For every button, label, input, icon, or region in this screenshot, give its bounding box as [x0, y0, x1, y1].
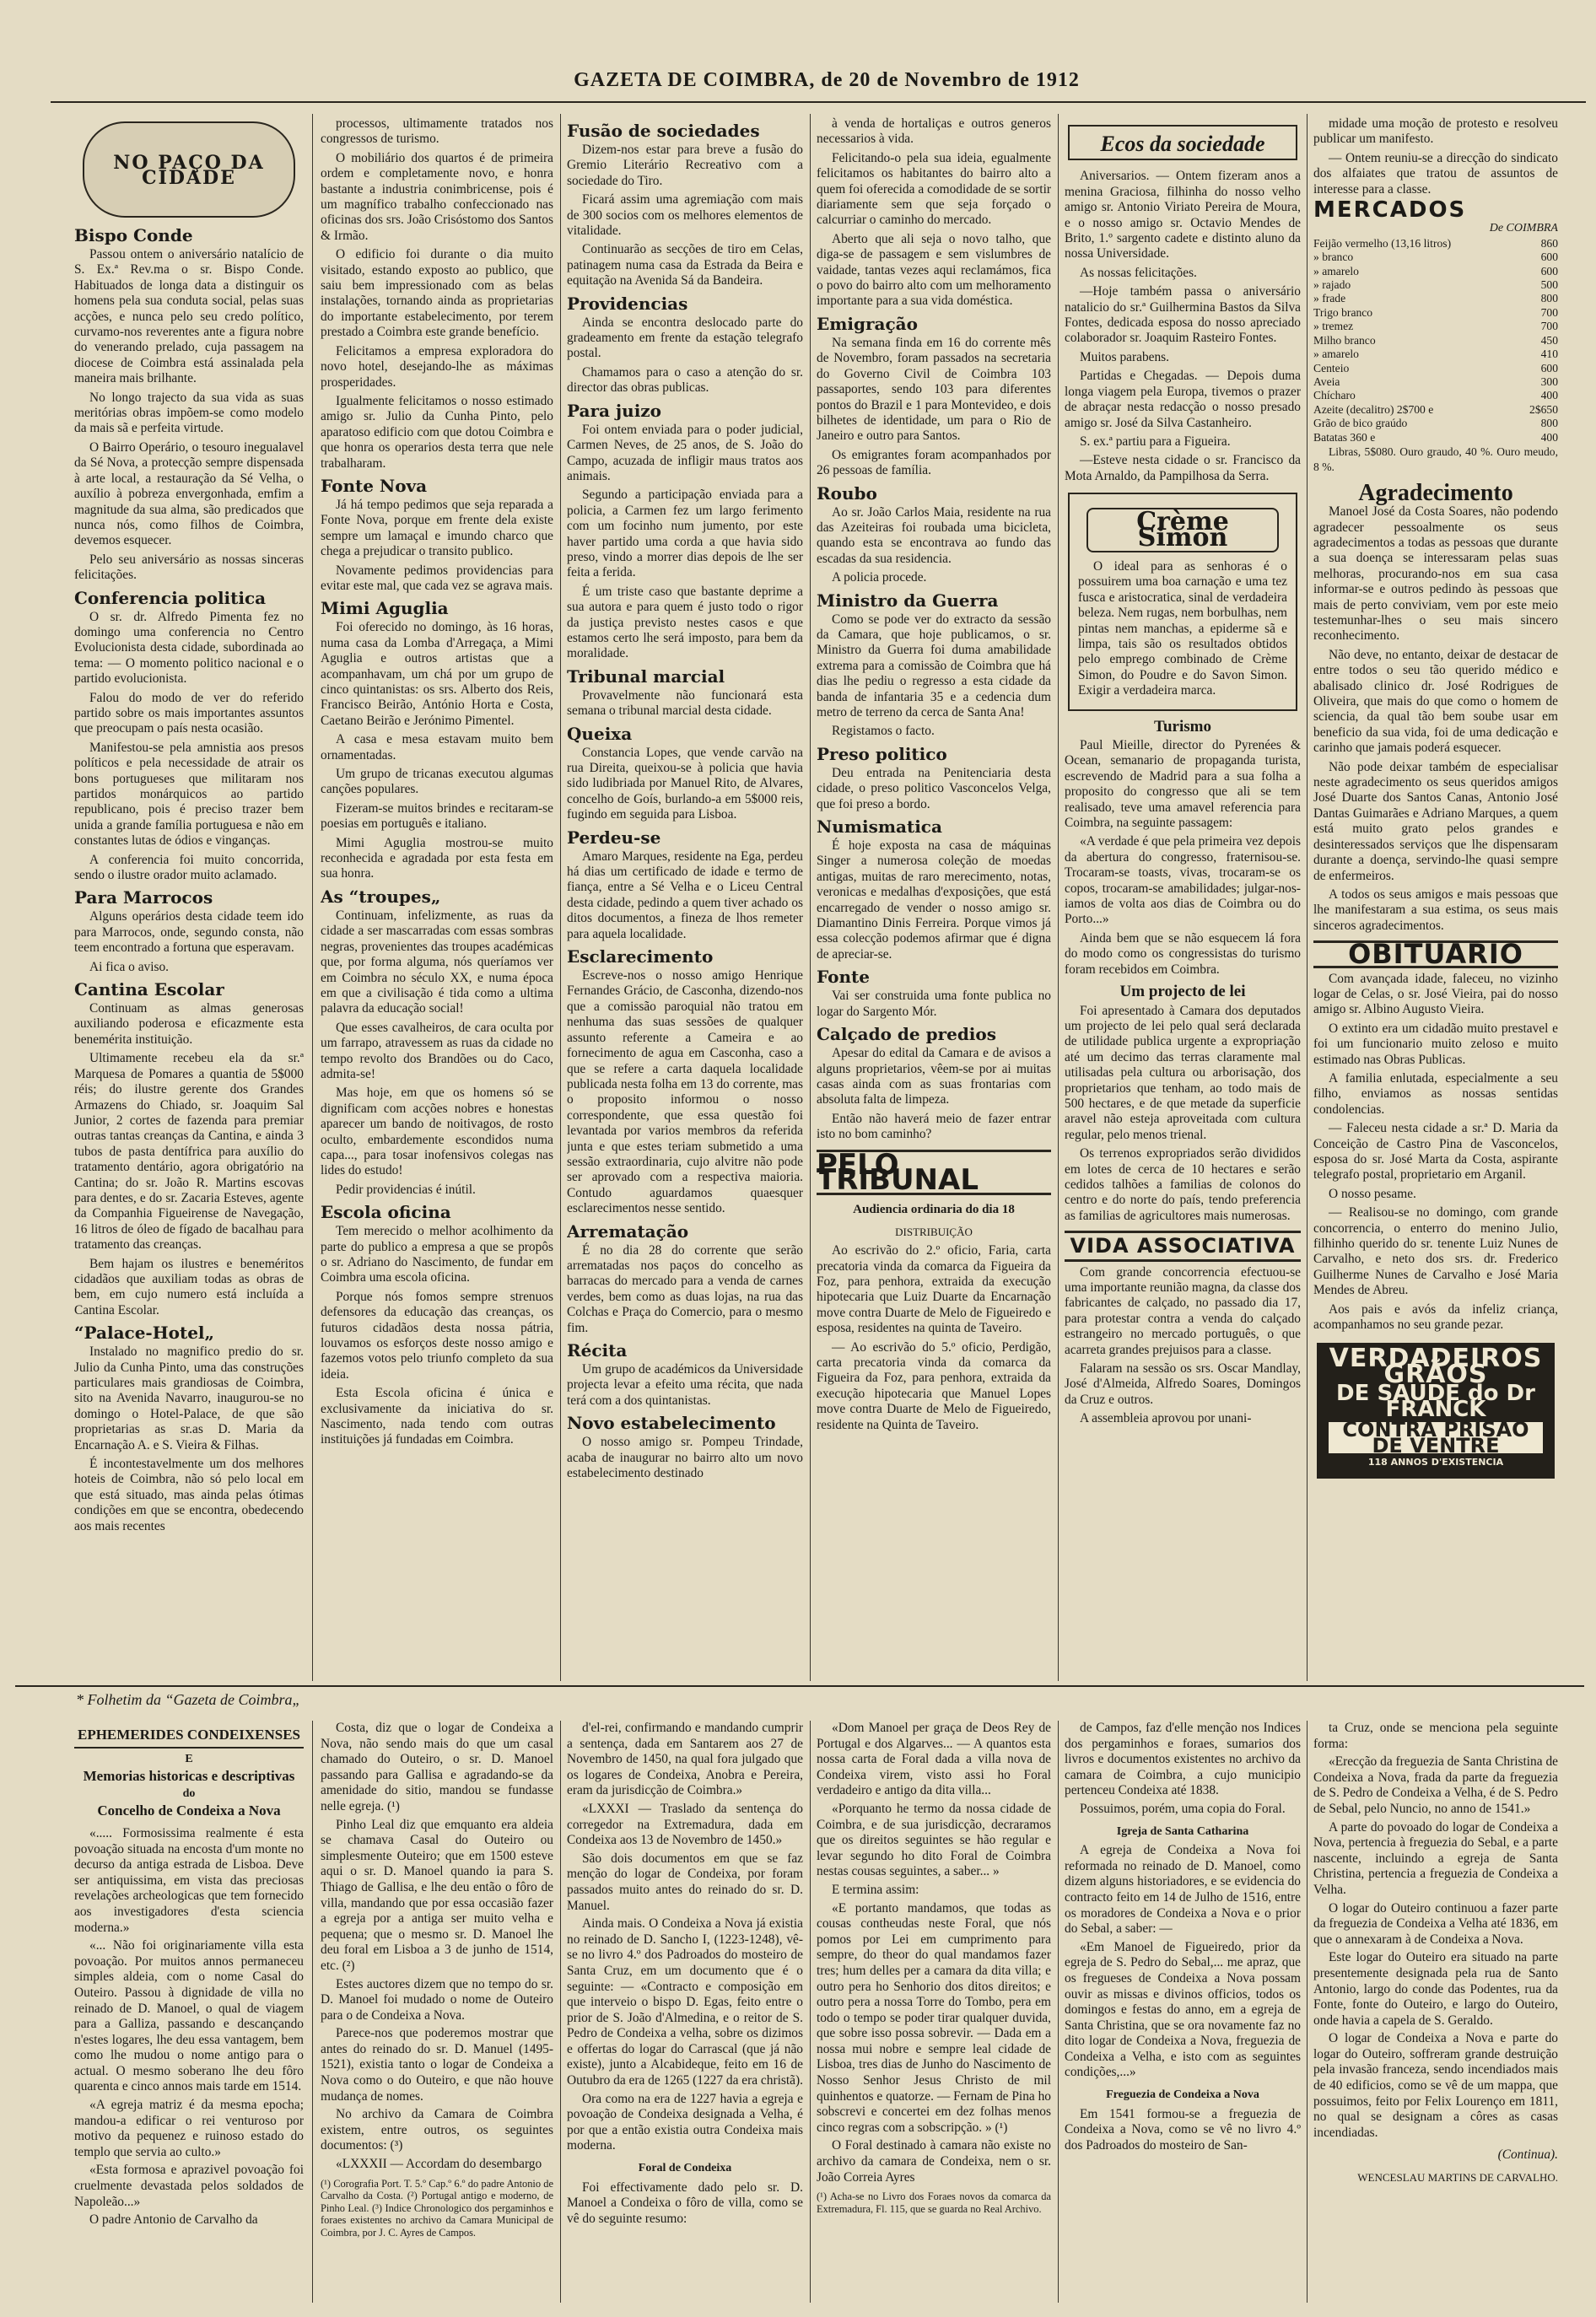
- paragraph: de Campos, faz d'elle menção nos Indices dos pergaminhos e foraes, sumarios dos livros e documentos existentes no archivo da camara de Coimbra, a cujo municipio pertenceu Condeixa até 1838.: [1065, 1721, 1301, 1798]
- price-value: 400: [1540, 430, 1558, 444]
- paragraph: — Realisou-se no domingo, com grande concorrencia, o enterro do menino Julio, filhinho querido do sr. tenente Luiz Nunes de Carvalho, e neto dos srs. dr. Frederico Guilherme Nunes de Carvalho e José Maria Mendes de Abreu.: [1313, 1205, 1558, 1298]
- paragraph: Aniversarios. — Ontem fizeram anos a menina Graciosa, filhinha do nosso velho amigo sr. Antonio Viriato Pereira de Moura, e o nosso amigo sr. Octavio Mendes de Brito, 1.º sargento cadete e distinto aluno da nossa Universidade.: [1065, 169, 1301, 261]
- paragraph: Registamos o facto.: [832, 724, 935, 739]
- headline: Récita: [567, 1340, 628, 1361]
- paragraph: Pelo seu aniversário as nossas sinceras felicitações.: [74, 552, 304, 583]
- creme-simon-title: Crème Simon: [1086, 508, 1279, 552]
- price-row: [1313, 278, 1558, 292]
- ad-line: VERDADEIROS GRÃOS: [1329, 1344, 1543, 1389]
- folhetim-head: EPHEMERIDES CONDEIXENSES: [74, 1727, 304, 1749]
- folhetim-column-6: [1313, 1721, 1558, 2303]
- paragraph: O mobiliário dos quartos é de primeira ordem e completamente novo, e honra bastante a industria conimbricense, pois é um magnífico trabalho confeccionado nas oficinas dos srs. João Crisóstomo dos Santos & Irmão.: [321, 150, 553, 243]
- price-item: » amarelo: [1313, 348, 1359, 361]
- price-value: 500: [1540, 278, 1558, 292]
- headline: Perdeu-se: [567, 827, 661, 848]
- folhetim-column-2: [321, 1721, 553, 2303]
- paragraph: Os terrenos expropriados serão divididos em lotes de cerca de 10 hectares e serão cedidos talhões a familias de colonos do centro e do norte do país, tendo preferencia as familias de agricultores mais numerosas.: [1065, 1146, 1301, 1223]
- column-divider: [1307, 1721, 1308, 2303]
- headline: Emigração: [817, 313, 918, 334]
- paragraph: Muitos parabens.: [1080, 349, 1170, 364]
- headline: Calçado de predios: [817, 1024, 996, 1045]
- headline: Fonte: [817, 967, 870, 988]
- paragraph: «Dom Manoel per graça de Deos Rey de Portugal e dos Algarves... — A quantos esta nossa carta de Foral dada a villa nova de Condeixa virem, visto assi ho Foral verdadeiro e antigo da dita villa...: [817, 1721, 1051, 1798]
- price-value: 800: [1540, 417, 1558, 430]
- price-row: [1313, 251, 1558, 264]
- price-item: Trigo branco: [1313, 305, 1373, 319]
- paragraph: Ai fica o aviso.: [89, 959, 170, 974]
- paragraph: Felicitamos a empresa exploradora do novo hotel, desejando-lhe as máximas prosperidades.: [321, 343, 553, 390]
- paragraph: Parece-nos que poderemos mostrar que antes do reinado do sr. D. Manuel (1495-1521), existia tanto o logar de Condeixa a Nova como o do Outeiro, e que não houve mudança de nomes.: [321, 2026, 553, 2104]
- price-row: [1313, 375, 1558, 389]
- paragraph: Continuarão as secções de tiro em Celas, patinagem numa casa da Estrada da Beira e equitação na Avenida Sá da Bandeira.: [567, 242, 803, 288]
- paragraph: Um grupo de académicos da Universidade projecta levar a efeito uma récita, que nada terá com a dos quintanistas.: [567, 1362, 803, 1408]
- column-6: [1313, 116, 1558, 1677]
- paragraph: Continuam as almas generosas auxiliando poderosa e eficazmente esta benemérita instituição.: [74, 1001, 304, 1047]
- price-row: [1313, 348, 1558, 361]
- ecos-title-box: [1068, 125, 1297, 160]
- paragraph: A todos os seus amigos e mais pessoas que lhe manifestaram a sua estima, os seus mais sinceros agradecimentos.: [1313, 886, 1558, 933]
- section-logo-text: NO PAÇO DA CIDADE: [113, 152, 265, 190]
- paragraph: A conferencia foi muito concorrida, sendo o ilustre orador muito aclamado.: [74, 852, 304, 883]
- paragraph: Porque nós fomos sempre strenuos defensores da educação das creanças, os futuros cidadãos desta nossa pátria, louvamos os esforços deste nosso amigo e fazemos votos pelo triunfo completo da sua ideia.: [321, 1289, 553, 1382]
- obituario-title: OBITUARIO: [1313, 940, 1558, 967]
- headline: Para Marrocos: [74, 887, 213, 908]
- price-value: 400: [1540, 389, 1558, 402]
- paragraph: Vai ser construida uma fonte publica no logar do Sargento Mór.: [817, 989, 1051, 1019]
- paragraph: — Ontem reuniu-se a direcção do sindicato dos alfaiates que tratou de assuntos de interesse para a classe.: [1313, 150, 1558, 197]
- column-divider: [810, 114, 811, 1681]
- price-value: 700: [1540, 320, 1558, 333]
- column-2: [321, 116, 553, 1677]
- headline: Tribunal marcial: [567, 665, 725, 687]
- paragraph: Fizeram-se muitos brindes e recitaram-se poesias em português e italiano.: [321, 800, 553, 832]
- headline: Providencias: [567, 293, 688, 314]
- paragraph: à venda de hortaliças e outros generos necessarios à vida.: [817, 116, 1051, 147]
- agradecimento-title: Agradecimento: [1358, 479, 1513, 506]
- paragraph: Na semana finda em 16 do corrente mês de Novembro, foram passados na secretaria do Governo Civil de Coimbra 103 passaportes, sendo 103 para diferentes pontos do Brazil e 1 para Montevideo, e dois bilhetes de identidade, um para o Rio de Janeiro e outro para Santos.: [817, 335, 1051, 444]
- paragraph: Falaram na sessão os srs. Oscar Mandlay, José d'Almeida, Alfredo Soares, Domingos da Cruz e outros.: [1065, 1361, 1301, 1407]
- paragraph: Chamamos para o caso a atenção do sr. director das obras publicas.: [567, 364, 803, 396]
- price-item: Milho branco: [1313, 333, 1376, 347]
- price-row: [1313, 237, 1558, 251]
- headline: Conferencia politica: [74, 587, 267, 608]
- paragraph: d'el-rei, confirmando e mandando cumprir a sentença, dada em Santarem aos 27 de Novembro de 1450, na qual fora julgado que os logares de Condeixa, Anobra e Pereira, eram da jurisdicção de Coimbra.»: [567, 1721, 803, 1798]
- subheading: Foral de Condeixa: [638, 2162, 732, 2175]
- paragraph: Ao sr. João Carlos Maia, residente na rua das Azeiteiras foi roubada uma bicicleta, quando esta se encontrava ao fundo das escadas da sua residencia.: [817, 504, 1051, 566]
- paragraph: Passou ontem o aniversário natalício de S. Ex.ª Rev.ma o sr. Bispo Conde. Habituados de longa data a distinguir os homens pela sua conduta social, pelas suas acções, e nunca pelo seu credo político, curvamo-nos reverentes ante a figura nobre do venerando prelado, cuja passagem na diocese de Coimbra está assinalada pela maneira mais brilhante.: [74, 247, 304, 386]
- paragraph: Possuimos, porém, uma copia do Foral.: [1080, 1801, 1286, 1816]
- folhetim-column-1: [74, 1721, 304, 2303]
- folhetim-head: Concelho de Condeixa a Nova: [97, 1802, 281, 1819]
- price-item: » branco: [1313, 251, 1354, 264]
- price-item: » amarelo: [1313, 264, 1359, 278]
- mercados-subtitle: De COIMBRA: [1489, 222, 1558, 235]
- price-row: [1313, 306, 1558, 320]
- paragraph: Paul Mieille, director do Pyrenées & Ocean, semanario de propaganda turista, escrevendo de Madrid para a sua folha a proposito do congresso que ali se tem realisado, teve uma amavel referencia para Coimbra, na seguinte passagem:: [1065, 738, 1301, 831]
- headline: Numismatica: [817, 816, 942, 838]
- paragraph: É hoje exposta na casa de máquinas Singer a numerosa coleção de moedas antigas, muitas de raro merecimento, notas, veronicas e medalhas d'exposições, que está encarregado de vender o nosso amigo sr. Diamantino Dinis Ferreira. Porque vimos já essa colecção podemos afirmar que é digna de apreciar-se.: [817, 838, 1051, 962]
- paragraph: Segundo a participação enviada para a policia, a Carmen fez um largo ferimento com um focinho num jumento, por este haver partido uma corda a que havia sido preso, vindo a morrer dias depois de lhe ser feita a ferida.: [567, 488, 803, 580]
- paragraph: «Esta formosa e aprazivel povoação foi cruelmente devastada pelos soldados de Napoleão...»: [74, 2163, 304, 2209]
- price-value: 600: [1540, 251, 1558, 264]
- paragraph: O ideal para as senhoras é o possuirem uma boa carnação e uma tez fusca e aristocratica, sinal de verdadeira beleza. Nem rugas, nem borbulhas, nem pintas nem manchas, a epiderme sã e limpa, tais são os resultados obtidos pelo emprego combinado de Crème Simon, do Poudre e do Savon Simon. Exigir a verdadeira marca.: [1078, 558, 1287, 698]
- paragraph: Aos pais e avós da infeliz criança, acompanhamos no seu grande pezar.: [1313, 1301, 1558, 1333]
- paragraph: As nossas felicitações.: [1080, 265, 1197, 280]
- headline: “Palace-Hotel„: [74, 1323, 215, 1344]
- headline: Cantina Escolar: [74, 979, 224, 1000]
- price-row: [1313, 334, 1558, 348]
- paragraph: Este logar do Outeiro era situado na parte presentemente designada pela rua de Santo Antonio, largo do conde das Podentes, rua da Fonte, fonte do Outeiro, e largo do Outeiro, onde havia a capela de S. Geraldo.: [1313, 1950, 1558, 2028]
- paragraph: O extinto era um cidadão muito prestavel e foi um funcionario muito zeloso e muito estimado nas Obras Publicas.: [1313, 1021, 1558, 1067]
- paragraph: Bem hajam os ilustres e beneméritos cidadãos que auxiliam todas as obras de bem, em cujo numero está incluída a Cantina Escolar.: [74, 1256, 304, 1317]
- author-signature: WENCESLAU MARTINS DE CARVALHO.: [1357, 2171, 1558, 2185]
- paragraph: O nosso amigo sr. Pompeu Trindade, acaba de inaugurar no bairro alto um novo estabelecimento destinado: [567, 1435, 803, 1481]
- creme-simon-ad: [1068, 493, 1297, 710]
- paragraph: O sr. dr. Alfredo Pimenta fez no domingo uma conferencia no Centro Evolucionista desta cidade, subordinada ao tema: — O momento politico nacional e o partido evolucionista.: [74, 609, 304, 687]
- mercados-note: Libras, 5$080. Ouro graudo, 40 %. Ouro meudo, 8 %.: [1313, 445, 1558, 474]
- column-5: [1065, 116, 1301, 1677]
- paragraph: Foi ontem enviada para o poder judicial, Carmen Neves, de 25 anos, de S. João do Campo, acuzada de infligir maus tratos aos animais.: [567, 422, 803, 483]
- folhetim-column-5: [1065, 1721, 1301, 2303]
- price-item: » rajado: [1313, 278, 1351, 292]
- paragraph: —Esteve nesta cidade o sr. Francisco da Mota Arnaldo, da Pampilhosa da Serra.: [1065, 453, 1301, 483]
- paragraph: «A verdade é que pela primeira vez depois da abertura do congresso, fraternisou-se. Trocaram-se toasts, vivas, trocaram-se os copos, trocaram-se amabilidades; julgar-nos-iamos de volta aos dias de Coimbra ou do Porto...»: [1065, 834, 1301, 927]
- paragraph: E termina assim:: [832, 1882, 919, 1897]
- footnote: (¹) Corografia Port. T. 5.º Cap.º 6.º do padre Antonio de Carvalho da Costa. (²) Portugal antigo e moderno, de Pinho Leal. (³) Indice Chronologico dos pergaminhos e foraes existentes no archivo da Camara Municipal de Coimbra, por J. C. Ayres de Campos.: [321, 2177, 553, 2239]
- ecos-title: Ecos da sociedade: [1100, 132, 1265, 156]
- headline: Turismo: [1154, 717, 1211, 736]
- paragraph: midade uma moção de protesto e resolveu publicar um manifesto.: [1313, 116, 1558, 147]
- paragraph: Dizem-nos estar para breve a fusão do Gremio Literário Recreativo com a sociedade do Tiro.: [567, 143, 803, 188]
- paragraph: O edificio foi durante o dia muito visitado, estando exposto ao publico, que saiu bem impressionado com as belas instalações, tornando ainda as proprietarias do importante estabelecimento, por terem prestado a Coimbra este grande benefício.: [321, 247, 553, 340]
- paragraph: —Hoje também passa o aniversário natalicio do sr.ª Guilhermina Bastos da Silva Fontes, dedicada esposa do nosso apreciado colaborador sr. Joaquim Rasteiro Fontes.: [1065, 284, 1301, 346]
- ad-line: CONTRA PRISÃO DE VENTRE: [1329, 1422, 1543, 1453]
- paragraph: Amaro Marques, residente na Ega, perdeu há dias um certificado de idade e termo de fiança, entre a Sé Velha e o Liceu Central desta cidade, pedindo a quem tiver achado os ditos documentos, a fineza de lhos remeter para aquela localidade.: [567, 849, 803, 941]
- subheading: Igreja de Santa Catharina: [1116, 1824, 1249, 1838]
- headline: Ministro da Guerra: [817, 590, 999, 611]
- section-logo: [83, 121, 295, 218]
- paragraph: Alguns operários desta cidade teem ido para Marrocos, onde, segundo consta, não teem encontrado a fortuna que esperavam.: [74, 909, 304, 956]
- paragraph: «..... Formosissima realmente é esta povoação situada na encosta d'um monte no decurso da antiga estrada de Lisboa. Deve ser antiquissima, em vista das preciosas revelações archeologicas que tem fornecido aos investigadores d'esta sciencia moderna.»: [74, 1825, 304, 1935]
- price-value: 700: [1540, 305, 1558, 319]
- tribunal-title: PELO TRIBUNAL: [817, 1150, 1051, 1196]
- paragraph: Ficará assim uma agremiação com mais de 300 socios com os melhores elementos de vitalidade.: [567, 192, 803, 239]
- paragraph: Com avançada idade, faleceu, no vizinho logar de Celas, o sr. José Vieira, pai do nosso amigo sr. Albino Augusto Vieira.: [1313, 971, 1558, 1017]
- paragraph: É no dia 28 do corrente que serão arrematadas nos paços do concelho as barracas do mercado para a venda de carnes verdes, bem como as duas lojas, na rua das Colchas e Praça do Comercio, para o mesmo fim.: [567, 1242, 803, 1335]
- column-3: [567, 116, 803, 1677]
- folhetim-head: E: [185, 1752, 193, 1765]
- paragraph: Ainda mais. O Condeixa a Nova já existia no reinado de D. Sancho I, (1223-1248), vê-se no livro 4.º dos Padroados do mosteiro de Santa Cruz, em um documento que é o seguinte: — «Contracto e composição em que interveio o bispo D. Egas, feito entre o prior de S. João d'Almedina, e o reitor de S. Pedro de Condeixa a velha, sobre os dizimos e offertas do logar do Carrascal (que já não existe), junto a Alcabideque, feito em 16 de Outubro da era de 1265 (1227 da era christã).: [567, 1916, 803, 2088]
- column-4: [817, 116, 1051, 1677]
- price-item: Aveia: [1313, 374, 1340, 388]
- tribunal-distribution: DISTRIBUIÇÃO: [895, 1225, 973, 1238]
- price-row: [1313, 292, 1558, 305]
- paragraph: Esta Escola oficina é única e exclusivamente da iniciativa do sr. Nascimento, nada tendo com outras instituições já fundadas em Coimbra.: [321, 1386, 553, 1447]
- paragraph: «E portanto mandamos, que todas as cousas contheudas neste Foral, que nós pomos por Lei em cumprimento para sempre, do theor do qual mandamos fazer tres; hum delles per a camara da dita villa; e outro pera ho Senhorio dos ditos direitos; e outro pera a nossa Torre do Tombo, pera em todo o tempo se poder tirar qualquer duvida, que sobre isso possa sobrevir. — Dada em a nossa mui nobre e sempre leal cidade de Lisboa, tres dias de Junho do Nascimento de Nosso Senhor Jesus Christo de mil quinhentos e quatorze. — Fernam de Pina ho sobscrevi e concertei em dez folhas menos cinco regras com a sobscripção. » (¹): [817, 1900, 1051, 2135]
- folhetim-rule: [15, 1685, 1584, 1687]
- paragraph: O logar de Condeixa a Nova e parte do logar do Outeiro, soffreram grande destruição pela invasão franceza, sendo incendiados mais de 40 edificios, como se vê de um mappa, que possuimos, feito por Felix Lourenço em 1811, no qual se designam a côres as casas incendiadas.: [1313, 2031, 1558, 2140]
- price-value: 860: [1540, 236, 1558, 250]
- paragraph: Que esses cavalheiros, de cara oculta por um farrapo, atravessem as ruas da cidade no tempo revolto dos Brandões ou do Caco, admita-se!: [321, 1020, 553, 1081]
- continua-note: (Continua).: [1497, 2147, 1558, 2163]
- paragraph: Os emigrantes foram acompanhados por 26 pessoas de família.: [817, 447, 1051, 478]
- price-item: Grão de bico graúdo: [1313, 417, 1408, 430]
- paragraph: «LXXXII — Accordam do desembargo: [336, 2157, 542, 2172]
- price-value: 300: [1540, 374, 1558, 388]
- tribunal-subtitle: Audiencia ordinaria do dia 18: [853, 1203, 1015, 1217]
- headline: Para juizo: [567, 400, 661, 421]
- subheading: Freguezia de Condeixa a Nova: [1106, 2088, 1259, 2102]
- paragraph: «Em Manoel de Figueiredo, prior da egreja de S. Pedro do Sebal,... me apraz, que os fregueses de Condeixa a Nova possam ouvir as missas e divinos officios, todos os domingos e festas do anno, em a egreja de Santa Christina, que se ora novamente faz no dito logar de Condeixa a Nova, freguezia de Condeixa a Velha, e isto com as seguintes condições,...»: [1065, 1939, 1301, 2080]
- paragraph: O Bairro Operário, o tesouro inegualavel da Sé Nova, a protecção sempre dispensada à arte local, a restauração da Sé Velha, o auxílio à pobreza envergonhada, emfim a magnitude da sua alma, são predicados que nunca nós, como filhos de Coimbra, devemos esquecer.: [74, 439, 304, 548]
- price-item: Azeite (decalitro) 2$700 e: [1313, 402, 1434, 416]
- price-item: Centeio: [1313, 361, 1350, 374]
- paragraph: Ao escrivão do 2.º oficio, Faria, carta precatoria vinda da comarca da Figueira da Foz, para penhora, extraida da execução hipotecaria que Luiz Duarte da Encarnação move contra Duarte de Melo de Figueiredo e esposa, residentes na quinta de Taveiro.: [817, 1243, 1051, 1336]
- headline: Fusão de sociedades: [567, 121, 760, 141]
- headline: Escola oficina: [321, 1202, 451, 1223]
- column-divider: [312, 114, 313, 1681]
- paragraph: Pedir providencias é inútil.: [336, 1182, 476, 1197]
- headline: Mimi Aguglia: [321, 598, 449, 619]
- folhetim-column-4: [817, 1721, 1051, 2303]
- column-divider: [1307, 114, 1308, 1681]
- paragraph: Estes auctores dizem que no tempo do sr. D. Manoel foi mudado o nome de Outeiro para o de Condeixa a Nova.: [321, 1976, 553, 2023]
- ad-line: DE SAUDE do Dr FRANCK: [1336, 1381, 1535, 1422]
- paragraph: Igualmente felicitamos o nosso estimado amigo sr. Julio da Cunha Pinto, pelo aparatoso edificio com que dotou Coimbra e que honra os operarios desta terra que nele trabalharam.: [321, 393, 553, 471]
- price-value: 410: [1540, 348, 1558, 361]
- price-item: » frade: [1313, 292, 1346, 305]
- price-row: [1313, 417, 1558, 430]
- paragraph: Apesar do edital da Camara e de avisos a alguns proprietarios, vêem-se por ai muitas casas ainda com as suas frontarias com absoluta falta de limpeza.: [817, 1046, 1051, 1107]
- paragraph: Felicitando-o pela sua ideia, egualmente felicitamos os habitantes do bairro alto a quem foi oferecida a comodidade de se sortir diariamente sem que seja forçado o calcurriar o caminho do mercado.: [817, 150, 1051, 228]
- paragraph: Escreve-nos o nosso amigo Henrique Fernandes Grácio, de Casconha, dizendo-nos que a comissão paroquial não tratou em nenhuma das suas sessões de qualquer assunto referente a Cameira e ao fornecimento de agua em Casconha, caso a que se refere a carta daquela localidade publicada nesta folha em 13 do corrente, mas o proposito informou o nosso correspondente, que essa questão foi levantada por varios membros da referida junta e que estes teriam submetido a uma sessão extraordinaria, cujo alvitre não pode ser aprovado com a respectiva maioria. Contudo aguardamos quaesquer esclarecimentos nesse sentido.: [567, 968, 803, 1216]
- paragraph: Foi oferecido no domingo, às 16 horas, numa casa da Lomba d'Arregaça, a Mimi Aguglia e outros artistas que a acompanhavam, um chá por um grupo de cinco quintanistas: os srs. Alberto dos Reis, Francisco Beirão, António Horta e Costa, Caetano Beirão e Jerónimo Pimentel.: [321, 620, 553, 728]
- headline: Um projecto de lei: [1119, 983, 1246, 1001]
- paragraph: Então não haverá meio de fazer entrar isto no bom caminho?: [817, 1111, 1051, 1142]
- paragraph: O logar do Outeiro continuou a fazer parte da freguezia de Condeixa a Velha até 1836, em que o annexaram à de Condeixa a Nova.: [1313, 1900, 1558, 1947]
- paragraph: Aberto que ali seja o novo talho, que diga-se de passagem e sem vislumbres de vaidade, tantas vezes aqui reclamámos, fica o povo do bairro alto com um melhoramento importante para a sua vida doméstica.: [817, 231, 1051, 309]
- paragraph: Foi effectivamente dado pelo sr. D. Manoel a Condeixa o fôro de villa, como se vê do seguinte resumo:: [567, 2180, 803, 2226]
- price-row: [1313, 362, 1558, 375]
- paragraph: Partidas e Chegadas. — Depois duma longa viagem pela Europa, tivemos o prazer de abraçar nesta redacção o nosso presado amigo sr. José da Silva Castanheiro.: [1065, 369, 1301, 430]
- column-divider: [1058, 114, 1059, 1681]
- paragraph: Mas hoje, em que os homens só se dignificam com acções nobres e honestas aparecer um bando de noitivagos, de rosto oculto, embardemente escondidos numa capa..., para tosar inofensivos colegas nas lides do estudo!: [321, 1086, 553, 1178]
- paragraph: «LXXXI — Traslado da sentença do corregedor na Extremadura, dada em Condeixa aos 13 de Novembro de 1450.»: [567, 1801, 803, 1848]
- paragraph: No longo trajecto da sua vida as suas meritórias obras impõem-se como modelo da mais sã e perfeita virtude.: [74, 390, 304, 436]
- mercados-title: MERCADOS: [1313, 197, 1467, 224]
- paragraph: Em 1541 formou-se a freguezia de Condeixa a Nova, como se vê no livro 4.º dos Padroados do mosteiro de San-: [1065, 2106, 1301, 2153]
- paragraph: Um grupo de tricanas executou algumas canções populares.: [321, 767, 553, 797]
- paragraph: A policia procede.: [832, 570, 927, 585]
- paragraph: Ora como na era de 1227 havia a egreja e povoação de Condeixa designada a Velha, é por que a então existia outra Condeixa mais moderna.: [567, 2091, 803, 2153]
- masthead: GAZETA DE COIMBRA, de 20 de Novembro de 1912: [574, 69, 1080, 91]
- paragraph: Manoel José da Costa Soares, não podendo agradecer pessoalmente os seus agradecimentos a todas as pessoas que durante a sua doença se interessaram pelas suas melhoras, procurando-nos em sua casa informar-se e outros pedindo às pessoas que mais de perto conviviam, vem por este meio testemunhar-lhes o seu mais sincero reconhecimento.: [1313, 504, 1558, 644]
- paragraph: «A egreja matriz é da mesma epocha; mandou-a edificar o rei venturoso por motivo da pequenez e ruinoso estado do templo que servia ao culto.»: [74, 2098, 304, 2159]
- paragraph: Manifestou-se pela amnistia aos presos políticos e pela necessidade de atrair os bons portugueses que militaram nos partidos monárquicos ao partido republicano, pois é preciso trazer bem unida a grande família portuguesa e não em constantes lutas de ódios e vinganças.: [74, 740, 304, 849]
- paragraph: Constancia Lopes, que vende carvão na rua Direita, queixou-se à policia que havia sido ludibriada por Manuel Rito, de Alvares, concelho de Goís, burlando-a em 5$000 reis, fugindo em seguida para Lisboa.: [567, 745, 803, 822]
- ad-line: 118 ANNOS D'EXISTENCIA: [1367, 1456, 1504, 1468]
- paragraph: «Erecção da freguezia de Santa Christina de Condeixa a Nova, frada da parte da freguezia de S. Pedro de Condeixa a Velha, é de S. Pedro de Sebal, pelo Nuncio, no anno de 1541.»: [1313, 1754, 1558, 1816]
- price-item: Feijão vermelho (13,16 litros): [1313, 236, 1452, 250]
- paragraph: O nosso pesame.: [1329, 1186, 1416, 1201]
- paragraph: A assembleia aprovou por unani-: [1080, 1411, 1252, 1426]
- paragraph: Continuam, infelizmente, as ruas da cidade a ser mascarradas com essas sombras negras, provenientes das troupes académicas que, por forma alguma, nós queríamos ver em Coimbra no século XX, e numa época em que a civilisação é tida como a ultima palavra da educação social!: [321, 908, 553, 1016]
- paragraph: Novamente pedimos providencias para evitar este mal, que cada vez se agrava mais.: [321, 563, 553, 593]
- headline: Roubo: [817, 482, 877, 504]
- headline: Bispo Conde: [74, 225, 193, 245]
- paragraph: Provavelmente não funcionará esta semana o tribunal marcial desta cidade.: [567, 687, 803, 719]
- folhetim-head: Memorias historicas e descriptivas: [83, 1768, 295, 1785]
- headline: Queixa: [567, 723, 633, 744]
- paragraph: São dois documentos em que se faz menção do logar de Condeixa, por foram passados muito antes do reinado do sr. D. Manuel.: [567, 1851, 803, 1913]
- price-item: Chícharo: [1313, 389, 1356, 402]
- price-value: 450: [1540, 333, 1558, 347]
- headline: Preso politico: [817, 743, 947, 764]
- paragraph: Foi apresentado à Camara dos deputados um projecto de lei pelo qual será declarada de utilidade publica urgente a expropriação até um decimo das terras claramente mal utilisadas pela cultura ou arborisação, dos proprietarios que tenham, ao todo mais de 500 hectares, e de que metade da superficie aravel não esteja aproveitada com cultura regular, pelo menos trienal.: [1065, 1003, 1301, 1142]
- folhetim-label: * Folhetim da “Gazeta de Coimbra„: [76, 1691, 301, 1708]
- paragraph: A casa e mesa estavam muito bem ornamentadas.: [321, 732, 553, 762]
- paragraph: — Ao escrivão do 5.º oficio, Perdigão, carta precatoria vinda da comarca da Figueira da Foz, para penhora, extraida da execução hipotecaria que Manuel Lopes move contra Duarte de Melo de Figueiredo, residente na Quinta de Taveiro.: [817, 1339, 1051, 1432]
- folhetim-column-3: [567, 1721, 803, 2303]
- paragraph: ta Cruz, onde se menciona pela seguinte forma:: [1313, 1721, 1558, 1751]
- paragraph: Deu entrada na Penitenciaria desta cidade, o preso politico Vasconcelos Velga, que foi preso a bordo.: [817, 765, 1051, 811]
- headline: Esclarecimento: [567, 946, 714, 967]
- price-item: Batatas 360 e: [1313, 430, 1376, 444]
- price-value: 2$650: [1529, 402, 1558, 416]
- paragraph: Não deve, no entanto, deixar de destacar de entre todos o seu tão querido médico e abalisado clinico dr. José Rodrigues de Oliveira, que mais do que como o homem de sciencia, da qual tão bem soube usar em beneficio da sua vida, foi de uma dedicação e carinho que jamais poderá esquecer.: [1313, 647, 1558, 756]
- paragraph: O padre Antonio de Carvalho da: [89, 2212, 258, 2228]
- paragraph: Já há tempo pedimos que seja reparada a Fonte Nova, porque em frente dela existe sempre um lamaçal e imundo charco que chega a prejudicar o transito publico.: [321, 497, 553, 559]
- price-value: 800: [1540, 292, 1558, 305]
- paragraph: A parte do povoado do logar de Condeixa a Nova, pertencia à freguezia do Sebal, e a parte nascente, incluindo a egreja de Santa Christina, pertencia a freguezia de Condeixa a Velha.: [1313, 1819, 1558, 1897]
- paragraph: Ainda se encontra deslocado parte do gradeamento em frente da estação telegrafo postal.: [567, 315, 803, 361]
- paragraph: Como se pode ver do extracto da sessão da Camara, que hoje publicamos, o sr. Ministro da Guerra foi duma amabilidade extrema para a comissão de Coimbra que há dias lhe pediu o regresso a esta cidade da banda de infantaria 35 e a cedencia dum metro de terreno da cerca de Santa Ana!: [817, 612, 1051, 719]
- column-divider: [1058, 1721, 1059, 2303]
- paragraph: No archivo da Camara de Coimbra existem, entre outros, os seguintes documentos: (³): [321, 2107, 553, 2153]
- price-value: 600: [1540, 264, 1558, 278]
- price-row: [1313, 431, 1558, 445]
- franck-ad: [1317, 1343, 1555, 1479]
- paragraph: Instalado no magnifico predio do sr. Julio da Cunha Pinto, uma das construções particulares mais grandiosas de Coimbra, sito na Avenida Navarro, inaugurou-se no domingo o Hotel-Palace, de que são proprietarias as sr.as D. Maria da Encarnação A. e S. Vieira & Filhas.: [74, 1344, 304, 1452]
- headline: As “troupes„: [321, 886, 441, 907]
- folhetim-head: do: [182, 1786, 196, 1800]
- price-item: » tremez: [1313, 320, 1354, 333]
- paragraph: É incontestavelmente um dos melhores hoteis de Coimbra, não só pelo local em que está situado, mas ainda pelas ótimas condições em que se encontra, obedecendo aos mais recentes: [74, 1457, 304, 1533]
- paragraph: processos, ultimamente tratados nos congressos de turismo.: [321, 116, 553, 147]
- paragraph: Falou do modo de ver do referido partido sobre os mais importantes assuntos que preocupam o país nesta ocasião.: [74, 690, 304, 736]
- paragraph: Pinho Leal diz que emquanto era aldeia se chamava Casal do Outeiro ou simplesmente Outeiro; que em 1500 esteve aqui o sr. D. Manoel quando ia para S. Thiago de Gallisa, e lhe deu então o fôro de villa, mandando que por essa occasião fazer a egreja por a antiga ser muito velha e pequena; que o mesmo sr. D. Manoel lhe deu foral em Lisboa a 3 de junho de 1514, etc. (²): [321, 1817, 553, 1973]
- paragraph: Ainda bem que se não esquecem lá fora do modo como os congressistas do turismo foram recebidos em Coimbra.: [1065, 930, 1301, 977]
- paragraph: Mimi Aguglia mostrou-se muito reconhecida e agradada por esta festa em sua honra.: [321, 835, 553, 881]
- paragraph: «... Não foi originariamente villa esta povoação. Por muitos annos permaneceu simples aldeia, com o nome Casal do Outeiro. Passou à dignidade de villa no reinado de D. Manoel, o qual de viagem para a Galliza, passando e descançando n'estes logares, lhe deu essa vantagem, bem como lhe mudou o nome antigo para o actual. O mesmo soberano lhe deu fôro quarenta e cinco annos mais tarde em 1514.: [74, 1938, 304, 2094]
- paragraph: Costa, diz que o logar de Condeixa a Nova, não sendo mais do que um casal chamado do Outeiro, o sr. D. Manoel passando para Gallisa e agradando-se da amenidade do sitio, mandou se fundasse nelle egreja. (¹): [321, 1721, 553, 1813]
- headline: Novo estabelecimento: [567, 1413, 776, 1434]
- price-value: 600: [1540, 361, 1558, 374]
- paragraph: Ultimamente recebeu ela da sr.ª Marquesa de Pomares a quantia de 5$000 réis; do ilustre gerente dos Grandes Armazens do Chiado, sr. Joaquim Sal Junior, 2 cortes de fazenda para premiar outras tantas creanças da Cantina, e ainda 3 tubos de pasta dentífrica para auxílio do tratamento dentário, agora obrigatório na Cantina; do sr. João R. Martins escovas para dentes, e do sr. Zacaria Esteves, agente da Companhia Figueirense de Navegação, 16 litros de óleo de fígado de bacalhau para tratamento das creanças.: [74, 1051, 304, 1253]
- footnote: (¹) Acha-se no Livro dos Foraes novos da comarca da Extremadura, Fl. 115, que se guarda no Real Archivo.: [817, 2190, 1051, 2215]
- paragraph: «Porquanto he termo da nossa cidade de Coimbra, e de sua jurisdicção, decraramos que os direitos seguintes se hão regular e levar segundo ho dito Foral de Coimbra nestas cousas seguintes, a saber... »: [817, 1801, 1051, 1879]
- column-divider: [312, 1721, 313, 2303]
- paragraph: A egreja de Condeixa a Nova foi reformada no reinado de D. Manoel, como dizem alguns historiadores, e se evidencia do contracto feito em 14 de Julho de 1516, entre os moradores de Condeixa a Nova e o prior do Sebal, a saber: —: [1065, 1843, 1301, 1937]
- price-row: [1313, 389, 1558, 402]
- paragraph: O Foral destinado à camara não existe no archivo da camara de Condeixa, nem o sr. João Correia Ayres: [817, 2138, 1051, 2185]
- headline: Fonte Nova: [321, 475, 428, 496]
- paragraph: — Faleceu nesta cidade a sr.ª D. Maria da Conceição de Castro Pina de Vasconcelos, esposa do sr. José Marta da Costa, aspirante telegrafo postal, proprietario em Arganil.: [1313, 1121, 1558, 1183]
- column-divider: [560, 1721, 561, 2303]
- paragraph: S. ex.ª partiu para a Figueira.: [1080, 434, 1231, 449]
- headline: Arrematação: [567, 1220, 689, 1242]
- paragraph: É um triste caso que bastante deprime a sua autora e para quem é justo todo o rigor da justiça previsto nestes casos e que estamos certo lhe será imposto, para bem da moralidade.: [567, 584, 803, 661]
- vida-associativa-title: VIDA ASSOCIATIVA: [1065, 1231, 1301, 1261]
- column-divider: [560, 114, 561, 1681]
- column-divider: [810, 1721, 811, 2303]
- masthead-rule: [51, 101, 1586, 103]
- paragraph: Com grande concorrencia efectuou-se uma importante reunião magna, da classe dos fabricantes de calçado, no passado dia 17, para protestar contra a venda do calçado estrangeiro no mercado português, o que acarreta grandes prejuisos para a classe.: [1065, 1264, 1301, 1357]
- price-row: [1313, 320, 1558, 333]
- price-row: [1313, 265, 1558, 278]
- column-1: [74, 116, 304, 1677]
- price-row: [1313, 403, 1558, 417]
- price-list: [1313, 237, 1558, 445]
- paragraph: Tem merecido o melhor acolhimento da parte do publico a empresa a que se propôs o sr. Adriano do Nascimento, de fundar em Coimbra uma escola oficina.: [321, 1224, 553, 1285]
- paragraph: Não pode deixar também de especialisar neste agradecimento os seus queridos amigos José Duarte dos Santos Canas, Antonio José Dantas Guimarães e Adriano Marques, a quem está muito grato pelos grandes e desinteressados serviços que lhe dispensaram durante a doença, servindo-lhe quasi sempre de enfermeiros.: [1313, 759, 1558, 883]
- paragraph: A familia enlutada, especialmente a seu filho, enviamos as nossas sentidas condolencias.: [1313, 1070, 1558, 1117]
